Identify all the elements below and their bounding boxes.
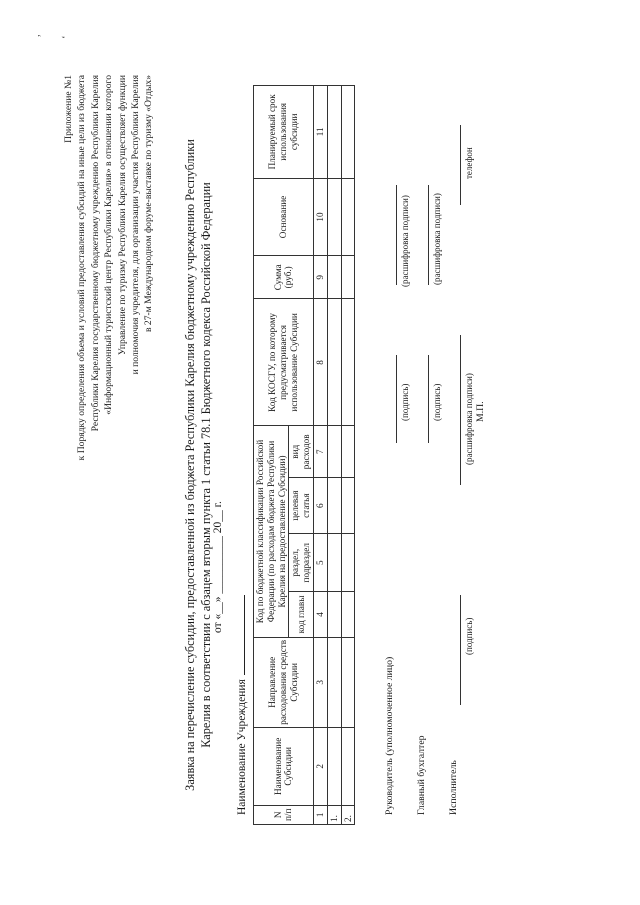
col-header-chapter: код главы — [289, 592, 314, 637]
executor-phone-caption: телефон — [464, 147, 474, 179]
column-number: 6 — [313, 478, 327, 534]
table-cell — [341, 478, 355, 534]
date-line: от «__» __________ 20__ г. — [212, 501, 224, 633]
col-header-direction: Направление расходования средств Субсидии — [254, 637, 314, 727]
col-header-num: N п/п — [254, 805, 314, 824]
appendix-line: к Порядку определения объема и условий предоставления субсидий на иные цели из бюджета — [76, 75, 88, 461]
col-header-section: раздел, подраздел — [289, 534, 314, 592]
column-number: 8 — [313, 299, 327, 426]
table-cell — [341, 426, 355, 478]
organization-label: Наименование Учреждения — [236, 679, 248, 815]
column-number: 2 — [313, 728, 327, 806]
col-header-name: Наименование Субсидии — [254, 728, 314, 806]
column-number: 4 — [313, 592, 327, 637]
row-number: 2. — [341, 805, 355, 824]
executor-signature-caption: (подпись) — [464, 617, 474, 655]
table-cell — [341, 256, 355, 299]
accountant-signature-caption: (подпись) — [432, 383, 442, 421]
table-cell — [327, 299, 341, 426]
table-cell — [327, 256, 341, 299]
request-table — [253, 85, 355, 825]
head-signature-line — [396, 355, 397, 443]
appendix-line: Управление по туризму Республики Карелия осуществляет функции — [116, 75, 128, 356]
table-cell — [327, 637, 341, 727]
table-cell — [341, 728, 355, 806]
table-cell — [341, 534, 355, 592]
column-number-row — [313, 86, 327, 825]
head-signature-caption: (подпись) — [400, 383, 410, 421]
organization-line — [236, 595, 248, 815]
executor-name-line — [460, 335, 461, 485]
table-cell — [341, 592, 355, 637]
appendix-line: и полномочия учредителя, для организации участия Республики Карелия — [130, 75, 142, 375]
stamp-place: М.П. — [475, 401, 486, 422]
executor-signature-line — [460, 595, 461, 705]
table-row — [341, 86, 355, 825]
title-line-2: Карелия в соответствии с абзацем вторым пункта 1 статьи 78.1 Бюджетного кодекса Российской Федерации — [198, 182, 213, 748]
col-header-target: целевая статья — [289, 478, 314, 534]
col-header-budget-code: Код по бюджетной классификации Российской Федерации (по расходам бюджета Республики Карелия на предоставление Субсидии) — [254, 426, 289, 637]
executor-name-caption: (расшифровка подписи) — [464, 373, 474, 465]
scan-mark: , — [30, 34, 42, 37]
executor-phone-line — [460, 125, 461, 205]
column-number: 7 — [313, 426, 327, 478]
table-cell — [327, 86, 341, 179]
head-label: Руководитель (уполномоченное лицо) — [384, 656, 395, 815]
appendix-line: в 27-м Международном форуме-выставке по туризму «Отдых» — [143, 75, 155, 333]
organization-fill-line — [244, 595, 245, 675]
appendix-line: «Информационный туристский центр Республики Карелия» в отношении которого — [103, 75, 115, 415]
executor-label: Исполнитель — [448, 760, 459, 815]
appendix-line: Республики Карелия государственному бюджетному учреждению Республики Карелия — [89, 75, 101, 432]
column-number: 10 — [313, 178, 327, 256]
table-cell — [327, 178, 341, 256]
table-cell — [327, 478, 341, 534]
table-cell — [341, 299, 355, 426]
table-cell — [327, 592, 341, 637]
table-cell — [341, 86, 355, 179]
head-name-line — [396, 185, 397, 285]
column-number: 5 — [313, 534, 327, 592]
col-header-kosgu: Код КОСГУ, по которому предусматривается использование Субсидии — [254, 299, 314, 426]
appendix-title: Приложение №1 — [63, 75, 74, 143]
table-cell — [327, 426, 341, 478]
document-title — [183, 115, 214, 815]
column-number: 9 — [313, 256, 327, 299]
accountant-signature-line — [428, 355, 429, 443]
table-cell — [327, 728, 341, 806]
column-number: 3 — [313, 637, 327, 727]
col-header-period: Планируемый срок использования субсидии — [254, 86, 314, 179]
table-cell — [341, 637, 355, 727]
accountant-name-caption: (расшифровка подписи) — [432, 193, 442, 285]
table-cell — [327, 534, 341, 592]
accountant-name-line — [428, 185, 429, 285]
title-line-1: Заявка на перечисление субсидии, предоставленной из бюджета Республики Карелия бюджетному учреждению Республики — [183, 139, 197, 791]
col-header-expense: вид расходов — [289, 426, 314, 478]
table-cell — [341, 178, 355, 256]
accountant-label: Главный бухгалтер — [416, 735, 427, 815]
col-header-amount: Сумма (руб.) — [254, 256, 314, 299]
table-row — [327, 86, 341, 825]
appendix-block — [62, 75, 156, 595]
row-number: 1. — [327, 805, 341, 824]
scan-mark: ‘ — [60, 35, 72, 39]
column-number: 1 — [313, 805, 327, 824]
column-number: 11 — [313, 86, 327, 179]
head-name-caption: (расшифровка подписи) — [400, 195, 410, 287]
col-header-basis: Основание — [254, 178, 314, 256]
